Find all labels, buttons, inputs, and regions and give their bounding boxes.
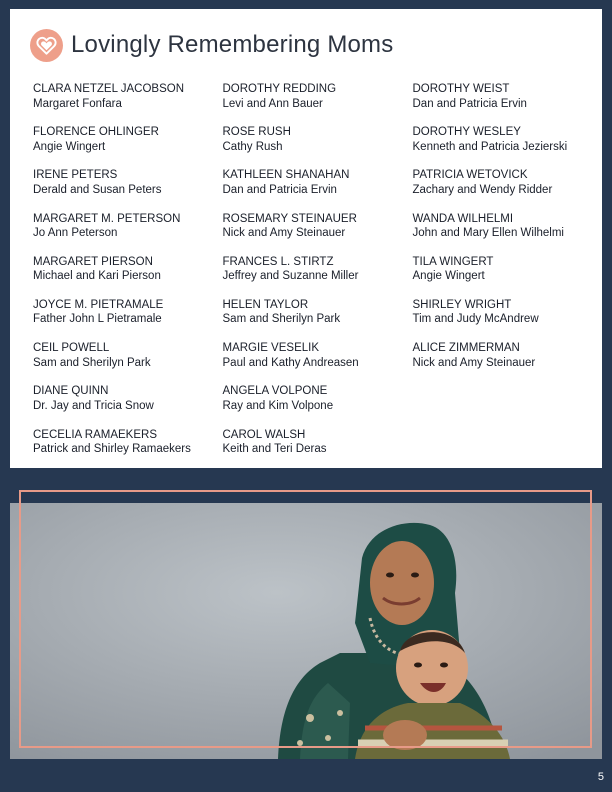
honoree-name: TILA WINGERT — [412, 255, 494, 268]
honoree-entry — [33, 255, 218, 298]
honoree-entry — [223, 82, 408, 125]
honoree-entry — [33, 298, 218, 341]
honoree-entry — [223, 298, 408, 341]
honoree-entry — [413, 82, 598, 125]
honoree-donor: Angie Wingert — [33, 140, 106, 153]
honoree-entry — [33, 341, 218, 384]
honoree-name: CAROL WALSH — [222, 428, 306, 441]
honoree-name: FLORENCE OHLINGER — [33, 126, 159, 139]
honoree-name: ROSEMARY STEINAUER — [222, 212, 357, 225]
honoree-name: DOROTHY REDDING — [222, 83, 337, 95]
honoree-column — [223, 82, 408, 471]
honoree-donor: Nick and Amy Steinauer — [412, 356, 536, 369]
honoree-entry — [33, 428, 218, 471]
honoree-donor: Keith and Teri Deras — [222, 443, 327, 455]
honoree-entry — [223, 341, 408, 384]
honoree-name: JOYCE M. PIETRAMALE — [33, 298, 164, 311]
honoree-entry — [223, 384, 408, 427]
photo-illustration — [10, 503, 602, 759]
mother-child-photo — [10, 503, 602, 759]
honoree-entry — [413, 168, 598, 211]
honoree-donor: Paul and Kathy Andreasen — [222, 356, 359, 369]
honoree-donor: Father John L Pietramale — [33, 313, 162, 326]
honoree-name: MARGARET M. PETERSON — [33, 212, 181, 225]
honoree-name: FRANCES L. STIRTZ — [222, 255, 334, 268]
page-number: 5 — [597, 771, 604, 783]
honoree-donor: Sam and Sherilyn Park — [33, 356, 151, 369]
honoree-entry — [223, 428, 408, 471]
honoree-donor: Zachary and Wendy Ridder — [412, 183, 553, 196]
honoree-name: CEIL POWELL — [33, 342, 110, 355]
honoree-name: IRENE PETERS — [33, 169, 118, 182]
honoree-donor: Jeffrey and Suzanne Miller — [222, 270, 359, 283]
honoree-entry — [223, 212, 408, 255]
honoree-donor: Angie Wingert — [412, 270, 485, 283]
honoree-donor: John and Mary Ellen Wilhelmi — [412, 227, 564, 240]
honoree-donor: Nick and Amy Steinauer — [222, 227, 346, 240]
honoree-donor: Dan and Patricia Ervin — [222, 183, 337, 196]
title-row — [30, 27, 393, 63]
honoree-name: ROSE RUSH — [222, 126, 291, 139]
honoree-entry — [223, 255, 408, 298]
honoree-name: DIANE QUINN — [33, 385, 109, 398]
honoree-name: WANDA WILHELMI — [412, 212, 514, 225]
honoree-name: CECELIA RAMAEKERS — [33, 428, 157, 441]
honoree-donor: Ray and Kim Volpone — [222, 399, 334, 412]
honoree-name: SHIRLEY WRIGHT — [412, 298, 512, 311]
heart-icon — [30, 29, 63, 62]
honoree-donor: Margaret Fonfara — [33, 97, 122, 110]
honoree-donor: Levi and Ann Bauer — [222, 97, 323, 110]
honoree-name: PATRICIA WETOVICK — [412, 169, 528, 182]
honoree-entry — [413, 298, 598, 341]
honoree-column — [33, 82, 218, 471]
honoree-name: ANGELA VOLPONE — [222, 385, 328, 398]
honoree-donor: Cathy Rush — [222, 140, 283, 153]
honoree-donor: Dr. Jay and Tricia Snow — [33, 399, 154, 412]
honoree-donor: Dan and Patricia Ervin — [412, 97, 527, 110]
honoree-donor: Tim and Judy McAndrew — [412, 313, 539, 326]
honoree-entry — [223, 125, 408, 168]
honoree-name: DOROTHY WESLEY — [412, 126, 521, 139]
honoree-entry — [33, 212, 218, 255]
honoree-entry — [413, 125, 598, 168]
honoree-donor: Patrick and Shirley Ramaekers — [33, 443, 191, 455]
honoree-entry — [413, 255, 598, 298]
honoree-donor: Kenneth and Patricia Jezierski — [412, 140, 568, 153]
honoree-name: MARGIE VESELIK — [222, 342, 320, 355]
honoree-name: CLARA NETZEL JACOBSON — [33, 83, 185, 95]
honoree-entry — [33, 384, 218, 427]
honoree-entry — [223, 168, 408, 211]
honoree-donor: Sam and Sherilyn Park — [222, 313, 341, 326]
honoree-entry — [33, 125, 218, 168]
honoree-donor: Jo Ann Peterson — [33, 227, 118, 240]
honoree-entry — [33, 82, 218, 125]
honoree-entry — [33, 168, 218, 211]
honoree-column — [413, 82, 598, 384]
honoree-name: ALICE ZIMMERMAN — [412, 342, 520, 355]
memorial-card — [10, 9, 602, 468]
honoree-name: HELEN TAYLOR — [222, 298, 309, 311]
honoree-donor: Derald and Susan Peters — [33, 183, 162, 196]
honoree-name: DOROTHY WEIST — [412, 83, 510, 95]
honoree-entry — [413, 341, 598, 384]
honoree-name: KATHLEEN SHANAHAN — [222, 169, 350, 182]
honoree-donor: Michael and Kari Pierson — [33, 270, 161, 283]
honoree-name: MARGARET PIERSON — [33, 255, 153, 268]
honoree-entry — [413, 212, 598, 255]
page-title: Lovingly Remembering Moms — [71, 31, 394, 58]
